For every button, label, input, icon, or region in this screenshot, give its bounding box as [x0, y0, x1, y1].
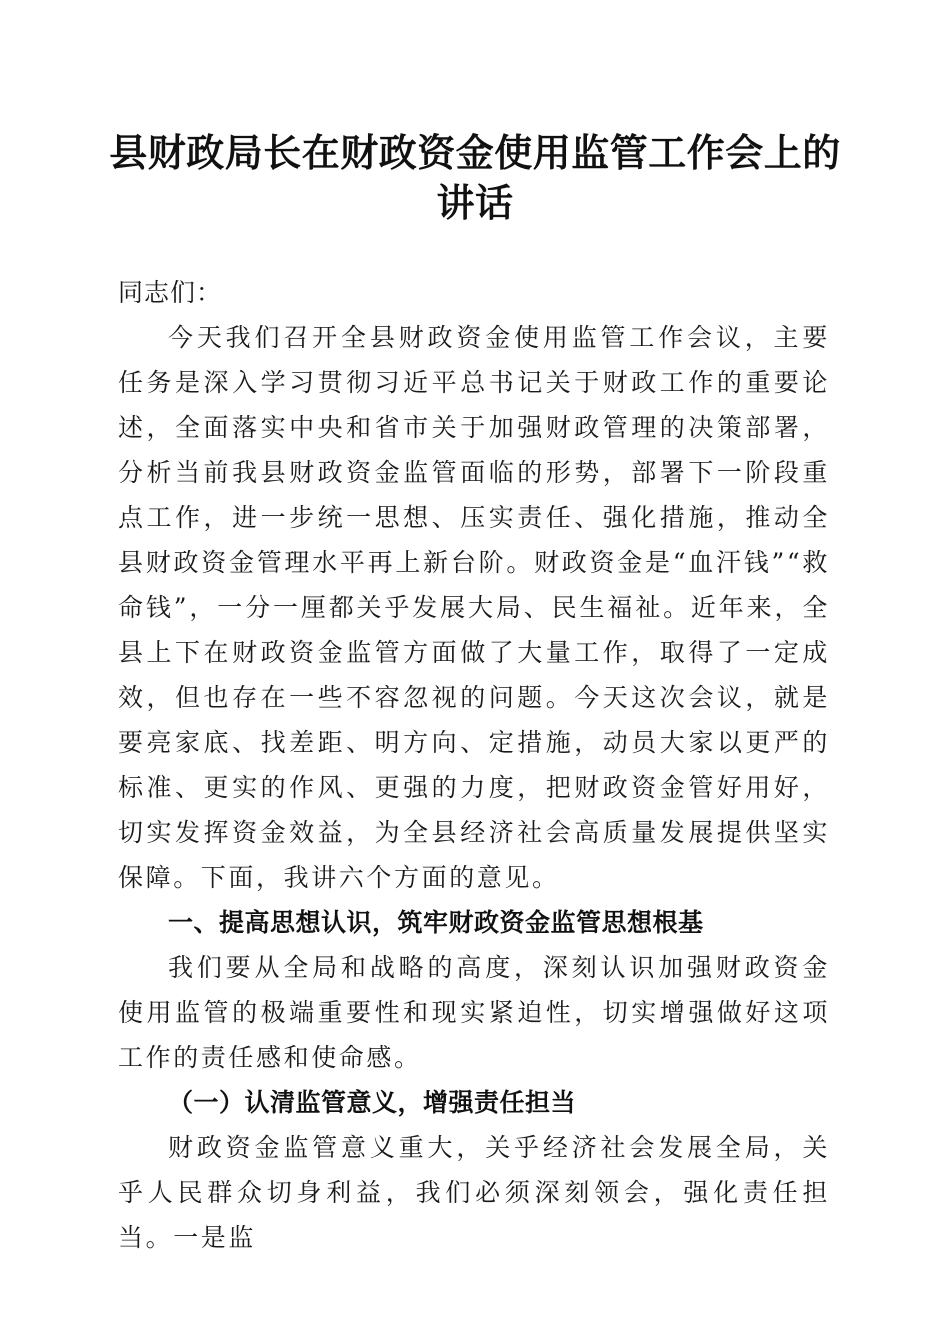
section-paragraph: 我们要从全局和战略的高度，深刻认识加强财政资金使用监管的极端重要性和现实紧迫性，切实增强做好这项工作的责任感和使命感。 — [118, 953, 830, 1072]
subsection-paragraph: 财政资金监管意义重大，关乎经济社会发展全局，关乎人民群众切身利益，我们必须深刻领会，强化责任担当。一是监 — [118, 1133, 830, 1252]
salutation: 同志们： — [118, 278, 223, 307]
section-heading: 一、提高思想认识，筑牢财政资金监管思想根基 — [168, 908, 704, 937]
intro-paragraph: 今天我们召开全县财政资金使用监管工作会议，主要任务是深入学习贯彻习近平总书记关于财政工作的重要论述，全面落实中央和省市关于加强财政管理的决策部署，分析当前我县财政资金监管面临的形势，部署下一阶段重点工作，进一步统一思想、压实责任、强化措施，推动全县财政资金管理水平再上新台阶。财政资金是“血汗钱”“救命钱”，一分一厘都关乎发展大局、民生福祉。近年来，全县上下在财政资金监管方面做了大量工作，取得了一定成效，但也存在一些不容忽视的问题。今天这次会议，就是要亮家底、找差距、明方向、定措施，动员大家以更严的标准、更实的作风、更强的力度，把财政资金管好用好，切实发挥资金效益，为全县经济社会高质量发展提供坚实保障。下面，我讲六个方面的意见。 — [118, 323, 830, 892]
document-title: 县财政局长在财政资金使用监管工作会上的讲话 — [109, 130, 841, 225]
subsection-heading: （一）认清监管意义，增强责任担当 — [168, 1088, 577, 1117]
document-body — [118, 270, 830, 1260]
